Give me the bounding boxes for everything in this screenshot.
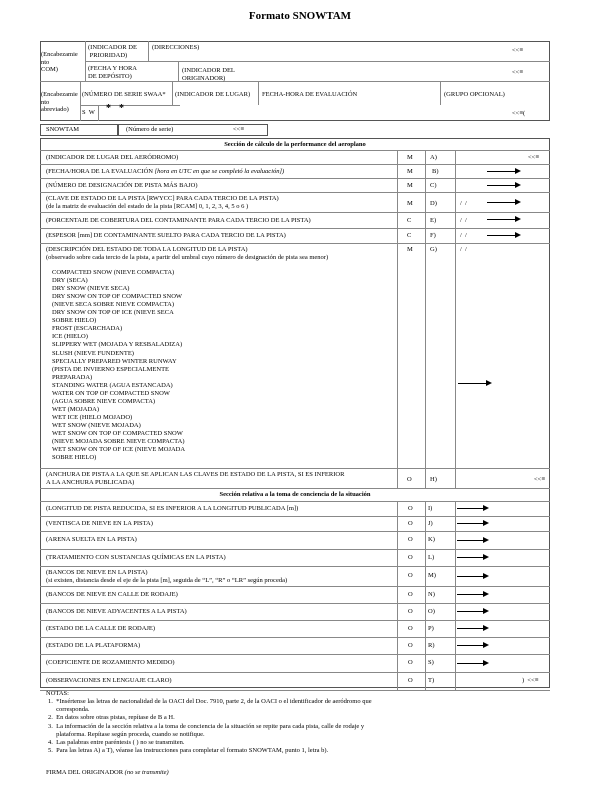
row2-letter: I): [428, 504, 433, 512]
row-d-letter: D): [430, 200, 437, 207]
snowtam-label: SNOWTAM: [46, 126, 80, 133]
row-d-arrow-icon: [487, 202, 519, 203]
row2-arrow-icon: [457, 508, 487, 509]
fecha-evaluacion: FECHA-HORA DE EVALUACIÓN: [262, 91, 358, 98]
row-c-mo: M: [407, 182, 413, 189]
row-b-arrow-icon: [487, 171, 519, 172]
row2-mo: O: [408, 536, 413, 543]
condition-item: DRY SNOW ON TOP OF ICE (NIEVE SECA: [52, 309, 174, 317]
ind-prioridad: (INDICADOR DE PRIORIDAD): [88, 44, 137, 59]
note-line: plataforma. Repítase según proceda, cuando se notifique.: [48, 730, 205, 738]
ind-originador: (INDICADOR DEL ORIGINADOR): [182, 67, 235, 82]
row-e-letter: E): [430, 217, 437, 224]
condition-item: SLIPPERY WET (MOJADA Y RESBALADIZA): [52, 341, 183, 349]
signature-line: FIRMA DEL ORIGINADOR (no se transmite): [46, 769, 169, 776]
row-h-label: (ANCHURA DE PISTA A LA QUE SE APLICAN LAS CLAVES DE ESTADO DE LA PISTA, SI ES INFERIOR A LA ANCHURA PUBLICADA): [46, 471, 345, 486]
row2-mo: O: [408, 504, 413, 512]
row-g-arrow-icon: [458, 383, 490, 384]
condition-item: DRY SNOW ON TOP OF COMPACTED SNOW: [52, 293, 183, 301]
row2-letter: T): [428, 677, 435, 684]
condition-item: SOBRE HIELO): [52, 454, 97, 462]
row2-mo: O: [408, 641, 413, 649]
row2-letter: O): [428, 607, 435, 615]
row-g-mo: M: [407, 246, 413, 253]
row2-arrow-icon: [457, 576, 487, 577]
row2-mo: O: [408, 624, 413, 632]
row-a-letter: A): [430, 154, 437, 161]
row2-letter: N): [428, 590, 435, 598]
row-f-mo: C: [407, 232, 412, 239]
row2-mo: O: [408, 572, 413, 579]
row2-arrow-icon: [457, 645, 487, 646]
row2-label: (BANCOS DE NIEVE ADYACENTES A LA PISTA): [46, 607, 187, 615]
row-f-letter: F): [430, 232, 436, 239]
row2-arrow-icon: [457, 557, 487, 558]
row-f-label: (ESPESOR [mm] DE CONTAMINANTE SUELTO PARA CADA TERCIO DE LA PISTA): [46, 232, 286, 239]
row2-label: (BANCOS DE NIEVE EN CALLE DE RODAJE): [46, 590, 178, 598]
row2-arrow-icon: [457, 628, 487, 629]
condition-item: DRY SNOW (NIEVE SECA): [52, 285, 130, 293]
row2-mo: O: [408, 677, 413, 684]
note-line: 1. *Insértense las letras de nacionalidad de la OACI del Doc. 7910, parte 2, de la OACI o el identificador de aeródromo que: [48, 698, 372, 705]
end-mark-3: <<≡(: [512, 110, 526, 117]
row-g-label: (DESCRIPCIÓN DEL ESTADO DE TODA LA LONGITUD DE LA PISTA) (observado sobre cada tercio de la pista, a partir del umbral cuyo número de designación de pista sea menor): [46, 246, 329, 261]
row2-letter: S): [428, 659, 434, 666]
sw-letters: S W: [82, 109, 95, 116]
row2-label: (VENTISCA DE NIEVE EN LA PISTA): [46, 519, 153, 527]
row2-label: (TRATAMIENTO CON SUSTANCIAS QUÍMICAS EN LA PISTA): [46, 553, 226, 561]
row-d-mo: M: [407, 200, 413, 207]
end-mark-4: <<≡: [233, 126, 244, 133]
star-mark-2: *: [119, 103, 124, 114]
row2-arrow-icon: [457, 611, 487, 612]
row2-end: ) <<≡: [522, 677, 539, 684]
condition-item: WET SNOW ON TOP OF ICE (NIEVE MOJADA: [52, 446, 186, 454]
row-a-mo: M: [407, 154, 413, 161]
row2-mo: O: [408, 607, 413, 615]
row-h-mo: O: [407, 476, 412, 483]
row-a-label: (INDICADOR DE LUGAR DEL AERÓDROMO): [46, 154, 179, 161]
form-title: Formato SNOWTAM: [248, 10, 352, 22]
section-2-title: Sección relativa a la toma de conciencia de la situación: [219, 491, 371, 498]
note-line: 5. Para las letras A) a T), véanse las instrucciones para completar el formato SNOWTAM, punto 1, letra b).: [48, 747, 329, 755]
row2-letter: K): [428, 536, 435, 543]
row2-arrow-icon: [457, 663, 487, 664]
row2-label: (LONGITUD DE PISTA REDUCIDA, SI ES INFERIOR A LA LONGITUD PUBLICADA [m]): [46, 504, 299, 512]
row-a-end: <<≡: [528, 154, 539, 161]
row2-label: (ARENA SUELTA EN LA PISTA): [46, 536, 137, 543]
condition-item: COMPACTED SNOW (NIEVE COMPACTA): [52, 269, 175, 276]
grupo-opcional: (GRUPO OPCIONAL): [444, 91, 505, 98]
note-line: 4. Las palabras entre paréntesis ( ) no se transmiten.: [48, 739, 185, 746]
row2-letter: R): [428, 641, 435, 649]
row-e-slashes: / /: [460, 217, 467, 224]
row2-mo: O: [408, 553, 413, 561]
row-c-label: (NÚMERO DE DESIGNACIÓN DE PISTA MÁS BAJO): [46, 182, 198, 189]
encab-abrev: (Encabezamie nto abreviado): [41, 91, 78, 114]
row-c-letter: C): [430, 182, 437, 189]
condition-item: ICE (HIELO): [52, 333, 88, 341]
row2-arrow-icon: [457, 594, 487, 595]
condition-item: FROST (ESCARCHADA): [52, 325, 123, 333]
row2-mo: O: [408, 659, 413, 666]
row-f-slashes: / /: [460, 232, 467, 239]
row2-mo: O: [408, 590, 413, 598]
row2-letter: J): [428, 519, 433, 527]
row2-arrow-icon: [457, 540, 487, 541]
note-line: 2. En datos sobre otras pistas, repítase de B a H.: [48, 714, 175, 722]
row-h-end: <<≡: [534, 476, 545, 483]
condition-item: (PISTA DE INVIERNO ESPECIALMENTE: [52, 365, 170, 373]
condition-item: WET (MOJADA): [52, 405, 99, 413]
row-e-mo: C: [407, 217, 412, 224]
row2-letter: L): [428, 553, 435, 561]
num-serie: (NÚMERO DE SERIE SWAA*: [82, 91, 166, 98]
condition-item: (NIEVE SECA SOBRE NIEVE COMPACTA): [52, 301, 175, 309]
row2-label: (ESTADO DE LA CALLE DE RODAJE): [46, 624, 156, 632]
condition-item: (AGUA SOBRE NIEVE COMPACTA): [52, 397, 156, 405]
condition-item: WATER ON TOP OF COMPACTED SNOW: [52, 389, 170, 397]
ind-lugar: (INDICADOR DE LUGAR): [175, 91, 251, 98]
row2-label: (COEFICIENTE DE ROZAMIENTO MEDIDO): [46, 659, 175, 666]
condition-item: SOBRE HIELO): [52, 317, 97, 325]
row2-mo: O: [408, 519, 413, 527]
condition-item: DRY (SECA): [52, 277, 88, 285]
condition-item: STANDING WATER (AGUA ESTANCADA): [52, 381, 173, 389]
end-mark-2: <<≡: [512, 69, 523, 76]
encab-com: (Encabezamie nto COM): [41, 51, 78, 74]
row-f-arrow-icon: [487, 235, 519, 236]
row-c-arrow-icon: [487, 185, 519, 186]
row2-label: (BANCOS DE NIEVE EN LA PISTA) (si existen, distancia desde el eje de la pista [m], seguida de “L”, “R” o “LR” según proceda): [46, 569, 288, 584]
note-line: corresponda.: [48, 706, 90, 714]
row2-letter: M): [428, 572, 436, 579]
star-mark-1: *: [106, 103, 111, 114]
condition-item: WET SNOW (NIEVE MOJADA): [52, 421, 141, 429]
fecha-deposito: (FECHA Y HORA DE DEPÓSITO): [88, 65, 137, 80]
notes-title: NOTAS:: [46, 690, 69, 697]
row-e-arrow-icon: [487, 219, 519, 220]
condition-item: (NIEVE MOJADA SOBRE NIEVE COMPACTA): [52, 438, 185, 446]
condition-item: PREPARADA): [52, 373, 93, 381]
note-line: 3. La información de la sección relativa a la toma de conciencia de la situación se repite para cada pista, calle de rodaje y: [48, 722, 365, 730]
row-d-label: (CLAVE DE ESTADO DE LA PISTA [RWYCC] PARA CADA TERCIO DE LA PISTA) (de la matriz de evaluación del estado de la pista [RCAM] 0, 1, 2, 3, 4, 5 o 6 ): [46, 195, 279, 210]
condition-item: SLUSH (NIEVE FUNDENTE): [52, 349, 134, 357]
row-h-letter: H): [430, 476, 437, 483]
row-b-mo: M: [407, 168, 413, 175]
condition-item: SPECIALLY PREPARED WINTER RUNWAY: [52, 357, 177, 365]
row2-label: (ESTADO DE LA PLATAFORMA): [46, 641, 141, 649]
direcciones: (DIRECCIONES): [152, 44, 200, 51]
row-b-label: (FECHA/HORA DE LA EVALUACIÓN [hora en UTC en que se completó la evaluación]): [46, 168, 285, 175]
row-b-letter: B): [432, 168, 439, 175]
row2-letter: P): [428, 624, 434, 632]
section-1-title: Sección de cálculo de la performance del aeroplano: [224, 141, 366, 148]
row-d-slashes: / /: [460, 200, 467, 207]
end-mark-1: <<≡: [512, 47, 523, 54]
row-g-slashes: / /: [460, 246, 467, 253]
row-g-letter: G): [430, 246, 437, 253]
condition-item: WET SNOW ON TOP OF COMPACTED SNOW: [52, 430, 183, 437]
row2-label: (OBSERVACIONES EN LENGUAJE CLARO): [46, 677, 172, 684]
row2-arrow-icon: [457, 523, 487, 524]
condition-item: WET ICE (HIELO MOJADO): [52, 413, 133, 421]
numero-serie: (Número de serie): [126, 126, 174, 133]
row-e-label: (PORCENTAJE DE COBERTURA DEL CONTAMINANTE PARA CADA TERCIO DE LA PISTA): [46, 217, 311, 224]
